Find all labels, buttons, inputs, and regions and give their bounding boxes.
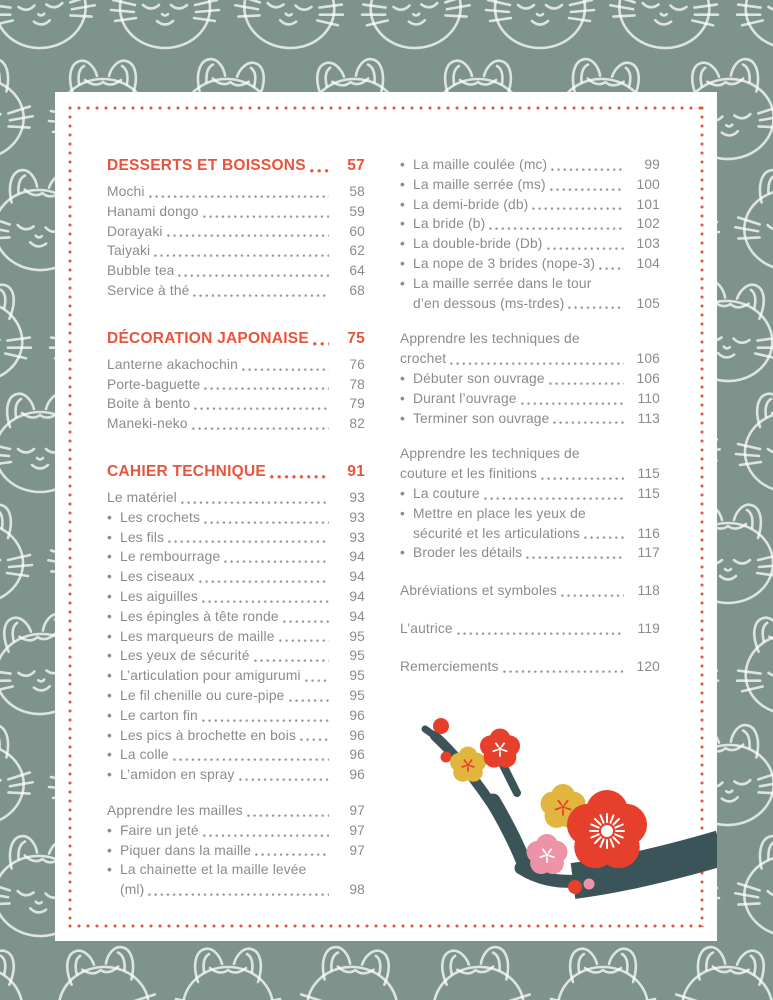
entry-label: Piquer dans la maille [120, 842, 252, 858]
entry-label: Le rembourrage [120, 549, 221, 565]
dot-leader [553, 421, 624, 425]
dot-leader [242, 368, 329, 372]
section-title: CAHIER TECHNIQUE [107, 462, 267, 480]
bullet-icon: • [107, 628, 112, 644]
toc-entry [400, 581, 660, 601]
dot-leader [547, 247, 624, 251]
toc-block [400, 657, 660, 677]
cat-face-icon [0, 722, 36, 829]
toc-block [107, 328, 365, 434]
toc-entry [400, 234, 660, 254]
dot-leader [255, 853, 329, 857]
entry-label: Porte-baguette [107, 376, 201, 392]
cat-face-icon [732, 167, 773, 274]
page-number: 99 [644, 157, 660, 172]
entry-label: Les crochets [120, 509, 201, 525]
toc-entry [107, 607, 365, 627]
toc-entry [107, 587, 365, 607]
cat-face-icon [111, 0, 219, 48]
bullet-icon: • [400, 485, 405, 501]
toc-section-header [107, 461, 365, 483]
toc-entry [107, 241, 365, 261]
bullet-icon: • [107, 529, 112, 545]
page-number: 59 [349, 203, 365, 219]
toc-block [107, 801, 365, 900]
bullet-icon: • [107, 767, 112, 783]
page-number: 100 [636, 176, 660, 192]
toc-card [55, 92, 717, 941]
cat-face-icon [357, 0, 473, 53]
entry-label: Le matériel [107, 489, 177, 505]
dot-leader [551, 168, 624, 172]
dot-leader [550, 188, 624, 192]
page-number: 60 [349, 223, 365, 239]
entry-label: La colle [120, 747, 169, 763]
page-number: 120 [636, 658, 660, 674]
page-number: 116 [637, 525, 660, 541]
toc-entry-continued [400, 464, 660, 484]
entry-label: L’amidon en spray [120, 767, 235, 783]
toc-entry [400, 619, 660, 639]
page-number: 94 [349, 588, 365, 604]
toc-entry [107, 821, 365, 841]
toc-entry [107, 627, 365, 647]
dot-leader [148, 893, 329, 897]
toc-block [400, 444, 660, 563]
bullet-icon: • [400, 157, 405, 172]
bullet-icon: • [107, 668, 112, 684]
toc-entry [400, 444, 660, 464]
page-number: 117 [637, 545, 660, 561]
page-number: 95 [349, 648, 365, 664]
dot-leader [526, 556, 624, 560]
dot-leader [254, 659, 329, 663]
plum-bud [568, 880, 582, 894]
entry-label: couture et les finitions [400, 466, 538, 482]
bullet-icon: • [400, 505, 405, 521]
dot-leader [270, 475, 329, 479]
cat-face-icon [295, 944, 411, 1000]
entry-label: La demi-bride (db) [413, 196, 529, 212]
dot-leader [199, 580, 329, 584]
entry-label: Les pics à brochette en bois [120, 727, 297, 743]
page-number: 106 [636, 370, 660, 386]
toc-entry-continued [107, 880, 365, 900]
entry-label: Maneki-neko [107, 416, 188, 432]
page-number: 102 [636, 216, 660, 232]
dot-leader [247, 814, 329, 818]
toc-entry [107, 765, 365, 785]
bullet-icon: • [107, 588, 112, 604]
dot-leader [313, 342, 329, 346]
page-number: 76 [349, 356, 365, 372]
entry-label: Le fil chenille ou cure-pipe [120, 687, 285, 703]
entry-label: La bride (b) [413, 216, 486, 232]
toc-block [107, 461, 365, 785]
bullet-icon: • [107, 648, 112, 664]
toc-entry [107, 528, 365, 548]
page-number: 96 [349, 707, 365, 723]
entry-label: d’en dessous (ms-trdes) [413, 295, 565, 311]
entry-label: Terminer son ouvrage [413, 410, 550, 426]
dot-leader [202, 600, 329, 604]
entry-label: La maille serrée dans le tour [413, 275, 592, 291]
entry-label: sécurité et les articulations [413, 525, 580, 541]
page-number: 104 [636, 255, 660, 271]
toc-entry [400, 409, 660, 429]
toc-entry-continued [400, 524, 660, 544]
dot-leader [283, 620, 329, 624]
cat-face-icon [732, 611, 773, 718]
toc-entry [107, 646, 365, 666]
page-number: 97 [349, 822, 365, 838]
cat-face-icon [174, 949, 282, 1000]
dot-leader [503, 670, 624, 674]
cat-face-icon [0, 278, 36, 385]
dot-leader [204, 387, 329, 391]
dot-leader [202, 719, 329, 723]
toc-entry [107, 547, 365, 567]
entry-label: Service à thé [107, 282, 190, 298]
section-page-number: 91 [347, 462, 365, 480]
plum-flower [526, 834, 567, 874]
dot-leader [541, 477, 624, 481]
toc-entry [400, 274, 660, 294]
plum-blossom-branch-illustration [405, 705, 717, 905]
toc-section-header [107, 155, 365, 177]
toc-entry [107, 508, 365, 528]
cat-face-icon [736, 394, 773, 492]
page-number: 97 [349, 842, 365, 858]
page-number: 98 [349, 882, 365, 898]
toc-entry [107, 261, 365, 281]
entry-label: Les aiguilles [120, 588, 198, 604]
page-number: 115 [637, 485, 660, 501]
dot-leader [305, 679, 329, 683]
dot-leader [168, 540, 329, 544]
entry-label: Débuter son ouvrage [413, 370, 545, 386]
bullet-icon: • [107, 727, 112, 743]
bullet-icon: • [107, 687, 112, 703]
entry-label: Les ciseaux [120, 569, 195, 585]
toc-block [400, 581, 660, 601]
dot-leader [194, 407, 329, 411]
dot-leader [521, 402, 624, 406]
toc-entry [107, 414, 365, 434]
toc-entry [107, 281, 365, 301]
dot-leader [310, 169, 329, 173]
entry-label: Dorayaki [107, 223, 163, 239]
dot-leader [181, 501, 329, 505]
cat-face-icon [420, 944, 536, 1000]
page-number: 101 [636, 196, 660, 212]
entry-label: Abréviations et symboles [400, 583, 557, 599]
entry-label: La maille coulée (mc) [413, 157, 548, 172]
dot-leader [154, 254, 329, 258]
entry-label: Lanterne akachochin [107, 356, 238, 372]
dot-leader [178, 274, 329, 278]
page-number: 118 [637, 583, 660, 599]
bullet-icon: • [400, 176, 405, 192]
toc-entry [107, 666, 365, 686]
bullet-icon: • [400, 236, 405, 252]
dot-leader [203, 215, 329, 219]
toc-entry [107, 567, 365, 587]
bullet-icon: • [400, 255, 405, 271]
cat-face-icon [549, 949, 657, 1000]
cat-face-icon [0, 0, 98, 53]
section-title: DESSERTS ET BOISSONS [107, 157, 306, 174]
dot-leader [239, 778, 329, 782]
bullet-icon: • [107, 747, 112, 763]
toc-entry [107, 375, 365, 395]
dot-leader [532, 207, 624, 211]
dot-leader [224, 560, 329, 564]
page-number: 94 [349, 569, 365, 585]
page-number: 93 [349, 509, 365, 525]
toc-block [107, 155, 365, 301]
plum-bud [584, 879, 595, 890]
page-number: 93 [349, 489, 365, 505]
section-title: DÉCORATION JAPONAISE [107, 329, 309, 347]
cat-face-icon [45, 944, 161, 1000]
cat-face-icon [0, 505, 32, 603]
toc-entry [107, 860, 365, 880]
page-number: 95 [349, 668, 365, 684]
page-number: 96 [349, 727, 365, 743]
dot-leader [484, 497, 624, 501]
bullet-icon: • [107, 509, 112, 525]
entry-label: Bubble tea [107, 263, 175, 279]
entry-label: Hanami dongo [107, 203, 199, 219]
entry-label: Mochi [107, 184, 145, 199]
dotted-border-bottom [68, 924, 704, 928]
entry-label: Les yeux de sécurité [120, 648, 250, 664]
plum-flower [480, 729, 520, 768]
toc-block [400, 155, 660, 313]
page-number: 110 [637, 390, 660, 406]
bullet-icon: • [107, 608, 112, 624]
page-number: 115 [637, 466, 660, 482]
page-number: 64 [349, 263, 365, 279]
bullet-icon: • [400, 275, 405, 291]
dot-leader [300, 738, 329, 742]
entry-label: Apprendre les techniques de [400, 331, 580, 347]
dot-leader [289, 699, 330, 703]
page-number: 68 [349, 282, 365, 298]
page-number: 95 [349, 628, 365, 644]
entry-label: Les marqueurs de maille [120, 628, 275, 644]
entry-label: Broder les détails [413, 545, 523, 561]
page-number: 105 [636, 295, 660, 311]
cat-face-icon [607, 0, 723, 53]
toc-entry [107, 801, 365, 821]
toc-entry [400, 389, 660, 409]
bullet-icon: • [400, 410, 405, 426]
toc-column-left [107, 155, 365, 900]
entry-label: La couture [413, 485, 480, 501]
toc-entry [107, 355, 365, 375]
dot-leader [193, 294, 329, 298]
bullet-icon: • [107, 707, 112, 723]
cat-face-icon [232, 0, 348, 53]
entry-label: L’autrice [400, 620, 453, 636]
toc-entry [400, 254, 660, 274]
page-number: 96 [349, 747, 365, 763]
bullet-icon: • [400, 390, 405, 406]
toc-entry-continued [400, 349, 660, 369]
page-number: 103 [636, 236, 660, 252]
dot-leader [203, 834, 329, 838]
page-number: 106 [636, 351, 660, 367]
entry-label: La chainette et la maille levée [120, 862, 307, 878]
page-number: 96 [349, 767, 365, 783]
toc-entry [400, 155, 660, 175]
dot-leader [568, 306, 624, 310]
page-number: 119 [637, 620, 660, 636]
bullet-icon: • [400, 370, 405, 386]
entry-label: Remerciements [400, 658, 499, 674]
toc-entry [400, 543, 660, 563]
section-page-number: 57 [347, 157, 365, 174]
entry-label: Apprendre les techniques de [400, 446, 580, 462]
dot-leader [192, 427, 329, 431]
entry-label: Les fils [120, 529, 165, 545]
bullet-icon: • [107, 569, 112, 585]
page-number: 62 [349, 243, 365, 259]
cat-face-icon [732, 833, 773, 940]
dot-leader [167, 234, 329, 238]
dot-leader [457, 632, 624, 636]
bullet-icon: • [107, 842, 112, 858]
page-number: 93 [349, 529, 365, 545]
dot-leader [173, 758, 329, 762]
toc-entry [400, 484, 660, 504]
entry-label: L’articulation pour amigurumi [120, 668, 301, 684]
entry-label: Boite à bento [107, 396, 191, 412]
toc-entry [400, 369, 660, 389]
bullet-icon: • [107, 862, 112, 878]
dotted-border-top [68, 106, 704, 110]
toc-entry [107, 394, 365, 414]
dot-leader [279, 639, 329, 643]
page-number: 94 [349, 608, 365, 624]
toc-entry [107, 488, 365, 508]
toc-block [400, 619, 660, 639]
page-number: 95 [349, 687, 365, 703]
dot-leader [450, 362, 624, 366]
plum-bud [441, 752, 452, 763]
cat-face-icon [486, 0, 594, 48]
toc-entry [107, 202, 365, 222]
toc-entry [400, 657, 660, 677]
cat-face-icon [732, 0, 773, 53]
entry-label: La double-bride (Db) [413, 236, 543, 252]
dot-leader [149, 195, 329, 199]
toc-entry [107, 706, 365, 726]
plum-bud [433, 718, 449, 734]
page-number: 58 [349, 184, 365, 199]
toc-entry [400, 504, 660, 524]
toc-entry [400, 195, 660, 215]
entry-label: Mettre en place les yeux de [413, 505, 586, 521]
toc-entry [107, 841, 365, 861]
page-number: 97 [349, 802, 365, 818]
entry-label: Durant l’ouvrage [413, 390, 517, 406]
toc-block [400, 329, 660, 428]
entry-label: Les épingles à tête ronde [120, 608, 279, 624]
dot-leader [561, 594, 624, 598]
page-number: 82 [349, 416, 365, 432]
toc-entry [107, 726, 365, 746]
entry-label: Le carton fin [120, 707, 198, 723]
page-number: 79 [349, 396, 365, 412]
dot-leader [204, 521, 329, 525]
toc-entry [107, 182, 365, 202]
dot-leader [549, 382, 624, 386]
toc-section-header [107, 328, 365, 350]
entry-label: La nope de 3 brides (nope-3) [413, 255, 596, 271]
bullet-icon: • [400, 216, 405, 232]
toc-entry [107, 222, 365, 242]
page-number: 78 [349, 376, 365, 392]
toc-entry [107, 745, 365, 765]
dot-leader [599, 267, 624, 271]
toc-entry [400, 214, 660, 234]
section-page-number: 75 [347, 329, 365, 347]
toc-entry [400, 175, 660, 195]
bullet-icon: • [400, 545, 405, 561]
cat-face-icon [0, 944, 36, 1000]
dot-leader [489, 227, 624, 231]
bullet-icon: • [400, 196, 405, 212]
entry-label: Apprendre les mailles [107, 802, 243, 818]
dotted-border-left [68, 106, 72, 927]
toc-entry-continued [400, 294, 660, 314]
entry-label: Faire un jeté [120, 822, 199, 838]
cat-face-icon [0, 56, 36, 163]
entry-label: La maille serrée (ms) [413, 176, 546, 192]
toc-entry [400, 329, 660, 349]
entry-label: (ml) [120, 882, 145, 898]
toc-entry [107, 686, 365, 706]
dot-leader [584, 536, 624, 540]
bullet-icon: • [107, 822, 112, 838]
entry-label: crochet [400, 351, 447, 367]
bullet-icon: • [107, 549, 112, 565]
page-number: 113 [637, 410, 660, 426]
cat-face-icon [670, 944, 773, 1000]
entry-label: Taiyaki [107, 243, 151, 259]
page-number: 94 [349, 549, 365, 565]
